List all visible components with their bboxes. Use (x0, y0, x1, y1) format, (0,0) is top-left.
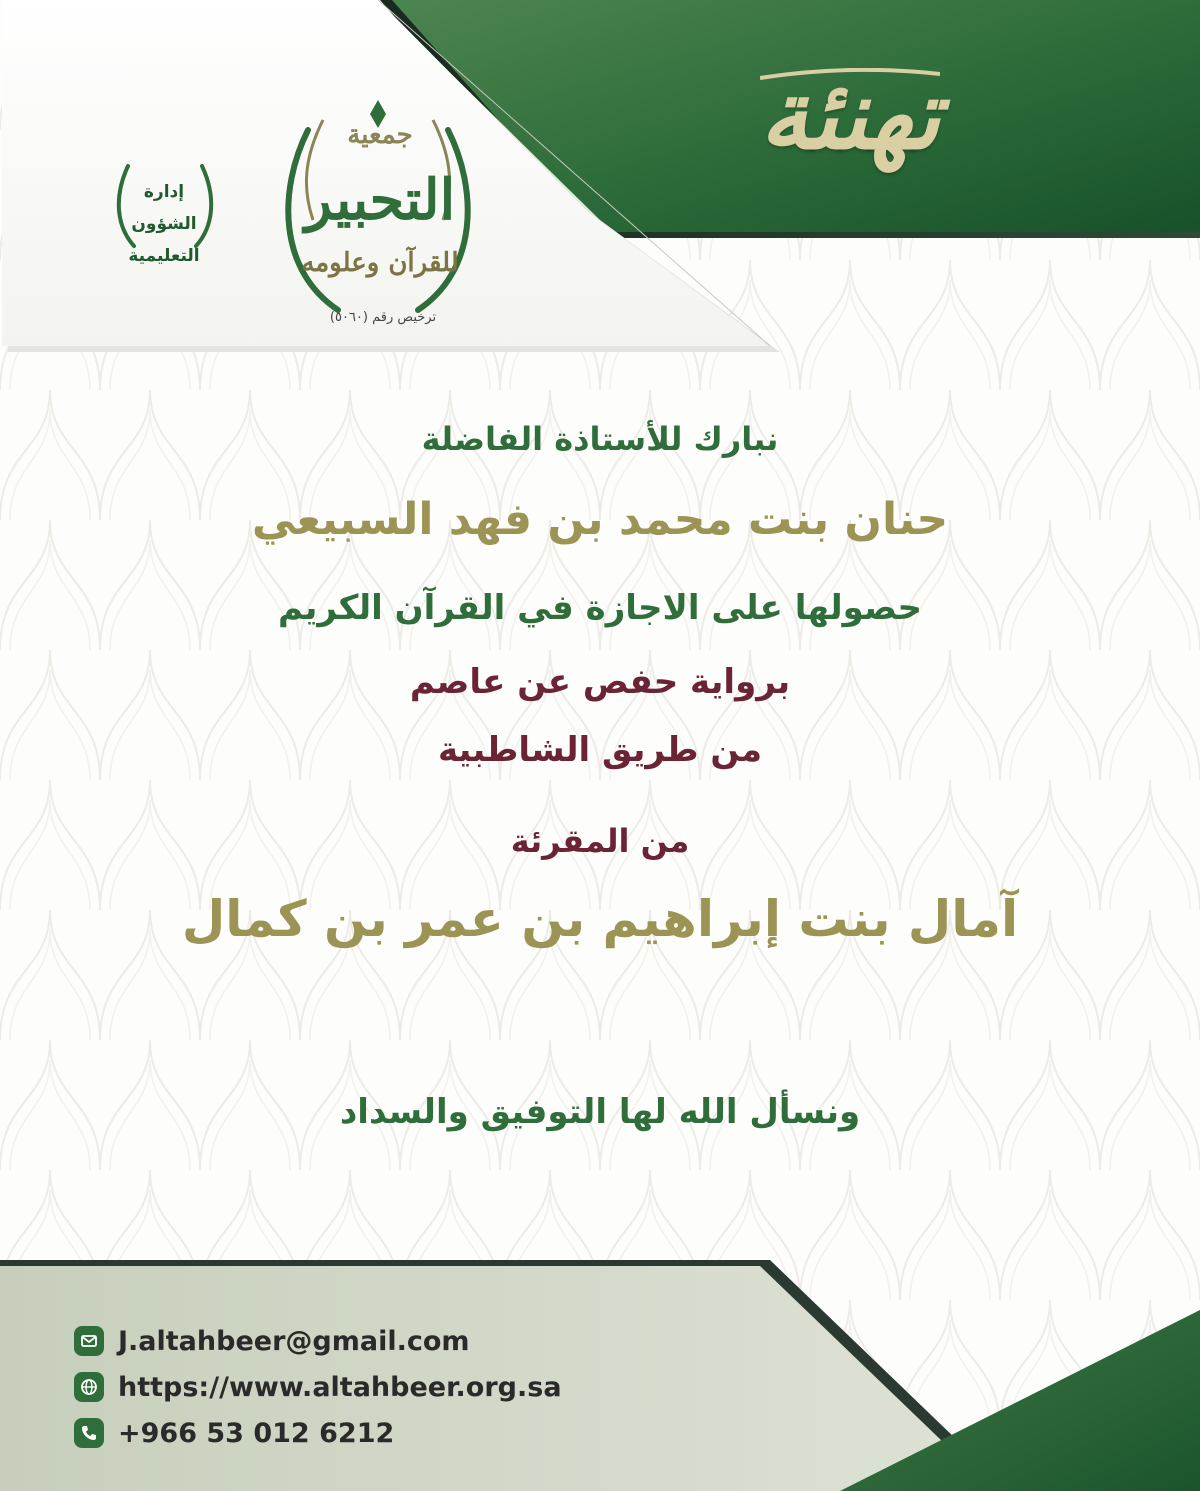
department-line-2: الشؤون (131, 214, 197, 234)
path-line: من طريق الشاطبية (437, 730, 763, 770)
website-text: https://www.altahbeer.org.sa (118, 1371, 562, 1403)
department-line-1: إدارة (143, 182, 185, 202)
greeting-line: نبارك للأستاذة الفاضلة (421, 420, 779, 458)
contact-email[interactable] (74, 1318, 674, 1364)
contact-list (74, 1318, 674, 1456)
email-text: J.altahbeer@gmail.com (118, 1325, 470, 1357)
logo-sub-text: للقرآن وعلومه (301, 248, 459, 278)
phone-text: +966 53 012 6212 (118, 1417, 395, 1449)
email-icon (74, 1326, 104, 1356)
department-line-3: التعليمية (128, 246, 200, 266)
closing-prayer: ونسأل الله لها التوفيق والسداد (339, 1092, 861, 1132)
globe-icon (74, 1372, 104, 1402)
recipient-name: حنان بنت محمد بن فهد السبيعي (251, 494, 949, 545)
phone-icon (74, 1418, 104, 1448)
contact-phone[interactable] (74, 1410, 674, 1456)
page-title: تهنئة (759, 58, 941, 171)
logo-top-text: جمعية (347, 120, 413, 150)
logo-main-text: التحبير (304, 167, 456, 233)
department-label (104, 176, 224, 272)
contact-website[interactable] (74, 1364, 674, 1410)
achievement-line: حصولها على الاجازة في القرآن الكريم (277, 588, 923, 628)
narration-line: برواية حفص عن عاصم (409, 662, 791, 702)
teacher-intro: من المقرئة (510, 822, 690, 860)
teacher-name: آمال بنت إبراهيم بن عمر بن كمال (181, 890, 1019, 948)
logo-license: ترخيص رقم (٥٠٦٠) (329, 310, 437, 325)
